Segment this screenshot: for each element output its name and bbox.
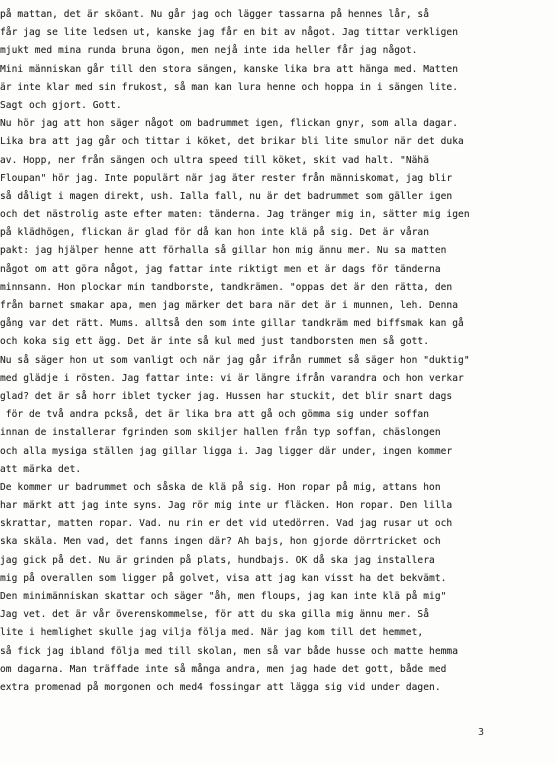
text-line: Lika bra att jag går och tittar i köket, det brikar bli lite smulor när det duka	[0, 136, 464, 148]
text-line: Mini människan går till den stora sängen, kanske lika bra att hänga med. Matten	[0, 63, 459, 75]
text-line: Nu så säger hon ut som vanligt och när jag går ifrån rummet så säger hon "duktig"	[0, 354, 470, 366]
text-line: ska skäla. Men vad, det fanns ingen där? Ah bajs, hon gjorde dörrtricket och	[0, 536, 441, 548]
text-line: av. Hopp, ner från sängen och ultra speed till köket, skit vad halt. "Nähä	[0, 154, 430, 166]
text-line: innan de installerar fgrinden som skiljer hallen från typ soffan, chäslongen	[0, 427, 441, 439]
text-line: har märkt att jag inte syns. Jag rör mig inte ur fläcken. Hon ropar. Den lilla	[0, 500, 453, 512]
text-line: från barnet smakar apa, men jag märker det bara när det är i munnen, leh. Denna	[0, 300, 459, 311]
text-line: Den minimänniskan skattar och säger "åh, men floups, jag kan inte klä på mig"	[0, 591, 447, 602]
text-line: med glädje i rösten. Jag fattar inte: vi är längre ifrån varandra och hon verkar	[0, 372, 464, 384]
text-line: glad? det är så horr iblet tycker jag. Hussen har stuckit, det blir snart dags	[0, 390, 453, 402]
text-line: och alla mysiga ställen jag gillar ligga i. Jag ligger där under, ingen kommer	[0, 445, 453, 457]
text-line: om dagarna. Man träffade inte så många andra, men jag hade det gott, både med	[0, 663, 447, 675]
text-line: mjukt med mina runda bruna ögon, men nejå inte ida heller får jag något.	[0, 45, 418, 57]
text-line: De kommer ur badrummet och såska de klä på sig. Hon ropar på mig, attans hon	[0, 481, 441, 493]
text-line: gång var det rätt. Mums. alltså den som inte gillar tandkräm med biffsmak kan gå	[0, 318, 464, 330]
text-line: pakt: jag hjälper henne att förhalla så gillar hon mig ännu mer. Nu sa matten	[0, 245, 447, 257]
text-line: och koka sig ett ägg. Det är inte så kul med just tandborsten men så gott.	[0, 336, 430, 348]
text-line: så dåligt i magen direkt, ush. Ialla fall, nu är det badrummet som gäller igen	[0, 190, 453, 202]
text-line: skrattar, matten ropar. Vad. nu rin er det vid utedörren. Vad jag rusar ut och	[0, 518, 453, 530]
text-line: får jag se lite ledsen ut, kanske jag får en bit av något. Jag tittar verkligen	[0, 27, 459, 39]
text-line: på mattan, det är sköant. Nu går jag och lägger tassarna på hennes lår, så	[0, 9, 430, 20]
text-line: för de två andra pckså, det är lika bra att gå och gömma sig under soffan	[0, 409, 430, 421]
text-line: mig på overallen som ligger på golvet, visa att jag kan visst ha det bekvämt.	[0, 572, 447, 584]
text-line: på klädhögen, flickan är glad för då kan hon inte klä på sig. Det är våran	[0, 227, 430, 239]
text-line: något om att göra något, jag fattar inte riktigt men et är dags för tänderna	[0, 263, 441, 275]
text-line: och det nästrolig aste efter maten: tänderna. Jag tränger mig in, sätter mig igen	[0, 209, 470, 221]
text-line: Sagt och gjort. Gott.	[0, 99, 122, 111]
text-line: så fick jag ibland följa med till skolan, men så var både husse och matte hemma	[0, 645, 459, 657]
document-body	[0, 6, 556, 697]
text-line: att märka det.	[0, 463, 82, 475]
page-number: 3	[478, 727, 485, 738]
text-line: Jag vet. det är vår överenskommelse, för att du ska gilla mig ännu mer. Så	[0, 609, 430, 621]
text-line: extra promenad på morgonen och med4 fossingar att lägga sig vid under dagen.	[0, 681, 441, 693]
text-line: lite i hemlighet skulle jag vilja följa med. När jag kom till det hemmet,	[0, 627, 424, 639]
text-line: minnsann. Hon plockar min tandborste, tandkrämen. "oppas det är den rätta, den	[0, 281, 453, 293]
text-line: Nu hör jag att hon säger något om badrummet igen, flickan gnyr, som alla dagar.	[0, 118, 459, 130]
text-line: Floupan" hör jag. Inte populärt när jag äter rester från människomat, jag blir	[0, 172, 453, 184]
text-line: är inte klar med sin frukost, så man kan lura henne och hoppa in i sängen lite.	[0, 81, 459, 93]
text-line: jag gick på det. Nu är grinden på plats, hundbajs. OK då ska jag installera	[0, 554, 435, 566]
